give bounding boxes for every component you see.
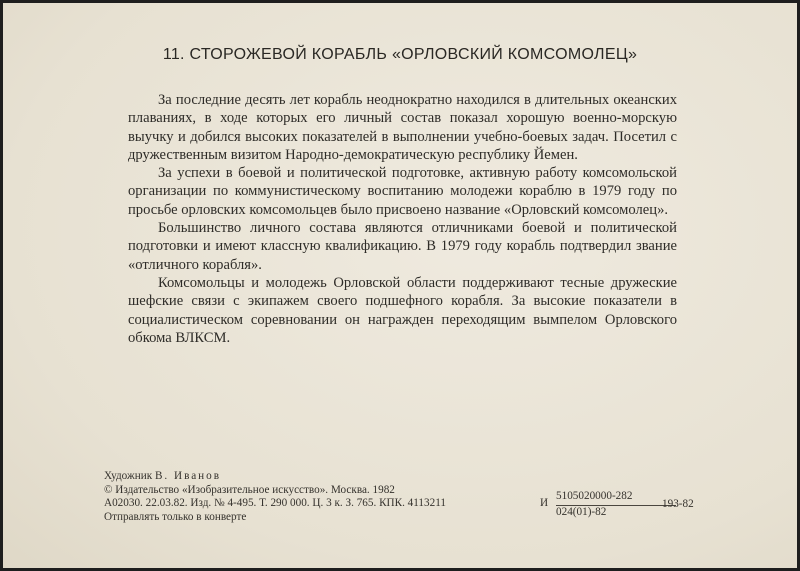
body-text (128, 91, 677, 347)
code-denominator: 024(01)-82 (556, 506, 607, 518)
paragraph-1: За последние десять лет корабль неоднократно находился в длительных океанских плаваниях, в ходе которых его личный состав показал хорошую военно-морскую выучку и добился высоких показателей в выполнении учебно-боевых задач. Посетил с дружественным визитом Народно-демократическую республику Йемен. (128, 92, 677, 163)
paragraph-4: Комсомольцы и молодежь Орловской области поддерживают тесные дружеские шефские связи с экипажем своего подшефного корабля. За высокие показатели в социалистическом соревновании он награжден переходящим вымпелом Орловского обкома ВЛКСМ. (128, 274, 677, 346)
code-suffix: 193-82 (662, 498, 694, 510)
publisher-line: © Издательство «Изобразительное искусство». Москва. 1982 (104, 483, 395, 496)
mailing-note: Отправлять только в конверте (104, 510, 247, 523)
artist-line (104, 470, 446, 484)
paragraph-2: За успехи в боевой и политической подготовке, активную работу комсомольской организации по коммунистическому воспитанию молодежи кораблю в 1979 году по просьбе орловских комсомольцев было присвоено название «Орловский комсомолец». (128, 165, 677, 218)
card-title: 11. СТОРОЖЕВОЙ КОРАБЛЬ «ОРЛОВСКИЙ КОМСОМОЛЕЦ» (162, 46, 638, 63)
code-letter: И (540, 497, 549, 509)
artist-name: В. Иванов (154, 470, 222, 482)
postcard-back (3, 3, 797, 568)
imprint (104, 470, 446, 524)
code-numerator: 5105020000-282 (556, 490, 633, 502)
artist-label: Художник (104, 470, 153, 482)
paragraph-3: Большинство личного состава являются отличниками боевой и политической подготовки и имеют классную квалификацию. В 1979 году корабль подтвердил звание «отличного корабля». (128, 220, 677, 273)
print-info-line: А02030. 22.03.82. Изд. № 4-495. Т. 290 000. Ц. 3 к. З. 765. КПК. 4113211 (104, 497, 446, 509)
